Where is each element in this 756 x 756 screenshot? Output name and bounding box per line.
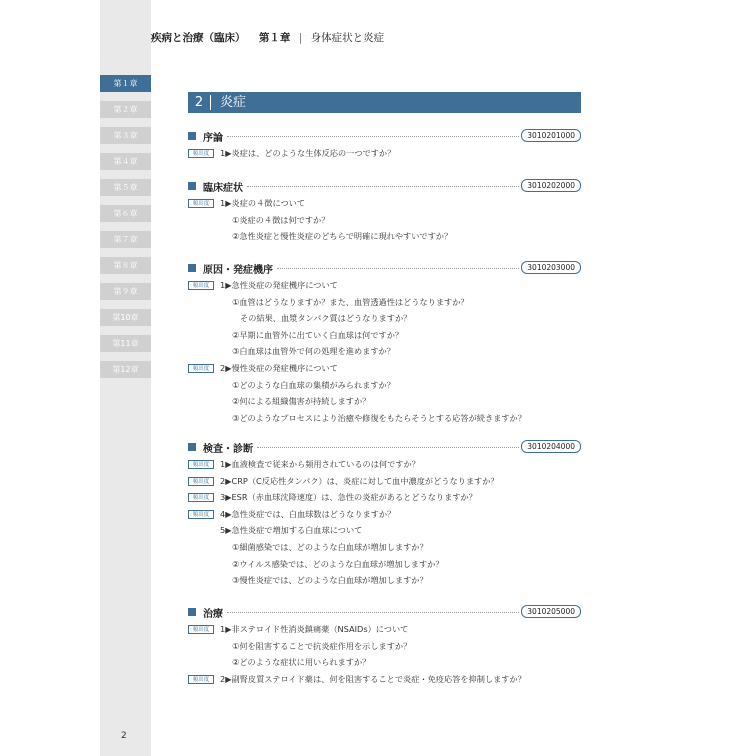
frequency-badge: 頻出度 xyxy=(188,493,214,502)
dotted-leader xyxy=(227,612,519,613)
question-line: 3▶ESR（赤血球沈降速度）は、急性の炎症があるとどうなりますか？ xyxy=(220,492,477,503)
header-separator: | xyxy=(298,32,303,44)
question-line: 1▶炎症は、どのような生体反応の一つですか？ xyxy=(220,148,396,158)
chapter-tab-3[interactable]: 第３章 xyxy=(100,127,151,144)
question-line: 1▶血液検査で従来から頻用されているのは何ですか？ xyxy=(220,459,420,469)
chapter-tab-7[interactable]: 第７章 xyxy=(100,231,151,248)
dotted-leader xyxy=(277,268,519,269)
chapter-number: 第１章 xyxy=(258,32,291,44)
chapter-tab-9[interactable]: 第９章 xyxy=(100,283,151,300)
chapter-tab-12[interactable]: 第12章 xyxy=(100,361,151,378)
section-title: 炎症 xyxy=(220,95,247,110)
question-line: ③白血球は血管外で何の処理を進めますか？ xyxy=(232,346,395,357)
section-code: 3010201000 xyxy=(521,129,581,142)
section-heading xyxy=(188,130,581,142)
question-line: 2▶慢性炎症の発症機序について xyxy=(220,363,338,373)
section-code: 3010202000 xyxy=(521,179,581,192)
question-line: ③どのようなプロセスにより治癒や修復をもたらそうとする応答が続きますか？ xyxy=(232,412,526,423)
section-number: 2 xyxy=(194,95,204,110)
frequency-badge: 頻出度 xyxy=(188,510,214,519)
section-marker xyxy=(188,264,196,272)
chapter-tab-8[interactable]: 第８章 xyxy=(100,257,151,274)
chapter-tab-11[interactable]: 第11章 xyxy=(100,335,151,352)
section-name: 序論 xyxy=(203,133,223,144)
section-marker xyxy=(188,443,196,451)
section-title-bar xyxy=(188,92,581,113)
question-line: 4▶急性炎症では、白血球数はどうなりますか？ xyxy=(220,508,396,519)
frequency-badge: 頻出度 xyxy=(188,460,214,469)
question-line: 2▶副腎皮質ステロイド薬は、何を阻害することで炎症・免疫応答を抑制しますか？ xyxy=(220,673,526,684)
section-heading xyxy=(188,441,581,453)
section-name: 治療 xyxy=(203,609,223,620)
question-line: 2▶CRP（C反応性タンパク）は、炎症に対して血中濃度がどうなりますか？ xyxy=(220,475,499,486)
question-line: ①炎症の４徴は何ですか？ xyxy=(232,214,330,225)
frequency-badge: 頻出度 xyxy=(188,675,214,684)
chapter-tab-1[interactable]: 第１章 xyxy=(100,75,151,92)
section-name: 原因・発症機序 xyxy=(203,265,273,276)
question-line: 5▶急性炎症で増加する白血球について xyxy=(220,525,363,536)
question-line: ②急性炎症と慢性炎症のどちらで明確に現れやすいですか？ xyxy=(232,231,453,242)
question-line: 1▶非ステロイド性消炎鎮痛薬（NSAIDs）について xyxy=(220,624,409,634)
section-code: 3010205000 xyxy=(521,605,581,618)
section-marker xyxy=(188,608,196,616)
chapter-tab-5[interactable]: 第５章 xyxy=(100,179,151,196)
frequency-badge: 頻出度 xyxy=(188,281,214,290)
question-line: ②早期に血管外に出ていく白血球は何ですか？ xyxy=(232,329,404,340)
section-marker xyxy=(188,132,196,140)
chapter-tab-4[interactable]: 第４章 xyxy=(100,153,151,170)
chapter-tab-6[interactable]: 第６章 xyxy=(100,205,151,222)
question-line: 1▶炎症の４徴について xyxy=(220,198,306,208)
book-title: 疾病と治療（臨床） xyxy=(151,32,246,44)
section-heading xyxy=(188,180,581,192)
question-line: 1▶急性炎症の発症機序について xyxy=(220,280,338,290)
question-line: ②何による組織傷害が持続しますか？ xyxy=(232,396,371,407)
section-name: 検査・診断 xyxy=(203,444,253,455)
section-heading xyxy=(188,606,581,618)
question-line: ①血管はどうなりますか？また、血管透過性はどうなりますか？ xyxy=(232,296,469,307)
question-line: その結果、血漿タンパク質はどうなりますか？ xyxy=(240,313,412,324)
question-line: ①どのような白血球の集積がみられますか？ xyxy=(232,379,395,390)
dotted-leader xyxy=(227,136,519,137)
chapter-tab-2[interactable]: 第２章 xyxy=(100,101,151,118)
question-line: ①細菌感染では、どのような白血球が増加しますか？ xyxy=(232,542,428,552)
title-divider xyxy=(210,95,211,110)
dotted-leader xyxy=(247,186,519,187)
chapter-title: 身体症状と炎症 xyxy=(310,32,385,44)
frequency-badge: 頻出度 xyxy=(188,625,214,634)
question-line: ②どのような症状に用いられますか？ xyxy=(232,657,371,668)
section-code: 3010204000 xyxy=(521,440,581,453)
frequency-badge: 頻出度 xyxy=(188,199,214,208)
page-header xyxy=(151,30,384,45)
question-line: ③慢性炎症では、どのような白血球が増加しますか？ xyxy=(232,575,428,586)
section-name: 臨床症状 xyxy=(203,183,243,194)
section-code: 3010203000 xyxy=(521,261,581,274)
frequency-badge: 頻出度 xyxy=(188,364,214,373)
section-marker xyxy=(188,182,196,190)
frequency-badge: 頻出度 xyxy=(188,149,214,158)
page-number: 2 xyxy=(121,731,127,741)
frequency-badge: 頻出度 xyxy=(188,477,214,486)
section-heading xyxy=(188,262,581,274)
question-line: ②ウイルス感染では、どのような白血球が増加しますか？ xyxy=(232,558,444,569)
chapter-tab-10[interactable]: 第10章 xyxy=(100,309,151,326)
question-line: ①何を阻害することで抗炎症作用を示しますか？ xyxy=(232,640,412,651)
dotted-leader xyxy=(257,447,519,448)
